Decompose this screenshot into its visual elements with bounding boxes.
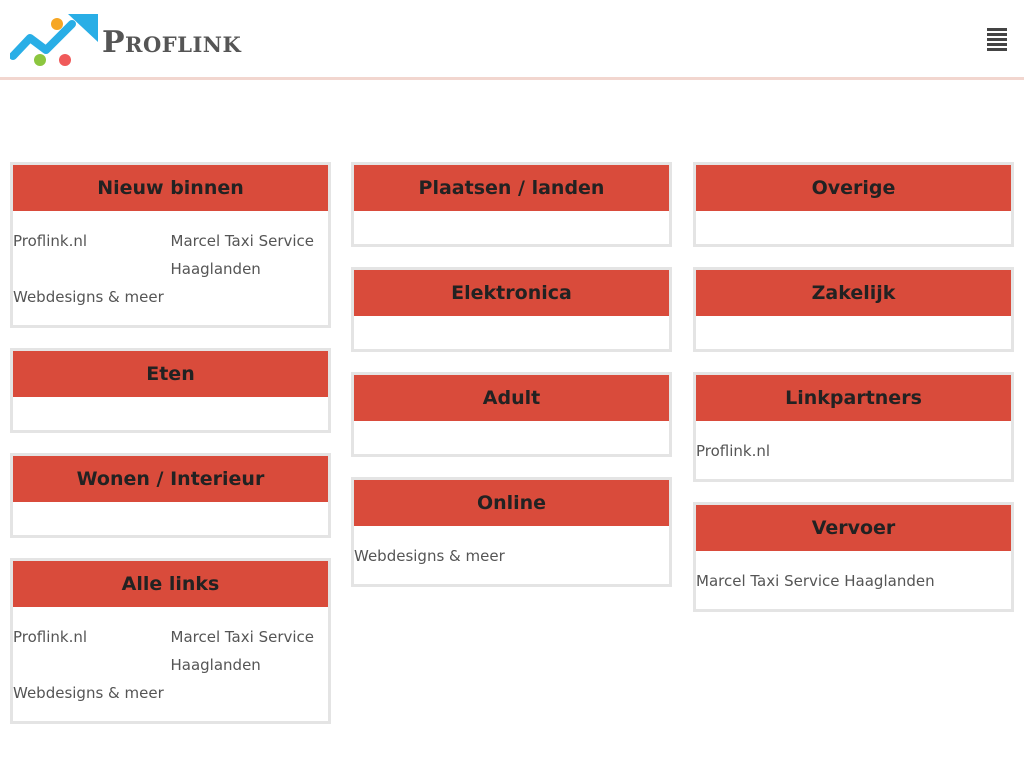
category-links [13, 211, 328, 325]
category-link[interactable]: Webdesigns & meer [354, 547, 505, 565]
category-link[interactable]: Webdesigns & meer [13, 684, 164, 702]
category-title: Wonen / Interieur [13, 456, 328, 502]
column-3 [693, 162, 1014, 632]
category-link[interactable]: Webdesigns & meer [13, 288, 164, 306]
site-header [0, 0, 1024, 80]
category-link[interactable]: Marcel Taxi Service Haaglanden [170, 628, 315, 674]
category-card [10, 558, 331, 724]
category-links [354, 526, 669, 584]
category-card [351, 162, 672, 247]
column-1 [10, 162, 331, 744]
category-title: Alle links [13, 561, 328, 607]
category-card [693, 162, 1014, 247]
category-title: Adult [354, 375, 669, 421]
hamburger-menu-icon[interactable] [987, 28, 1007, 50]
category-card [351, 477, 672, 587]
category-title: Elektronica [354, 270, 669, 316]
category-card [10, 348, 331, 433]
brand-name: Proflink [102, 24, 242, 60]
logo-link[interactable] [10, 12, 241, 68]
category-links [13, 607, 328, 721]
logo-icon [10, 12, 100, 68]
category-card [693, 267, 1014, 352]
category-title: Overige [696, 165, 1011, 211]
category-links [354, 421, 669, 454]
category-links [13, 397, 328, 430]
category-link[interactable]: Proflink.nl [13, 628, 88, 646]
category-link[interactable]: Marcel Taxi Service Haaglanden [696, 572, 935, 590]
category-card [351, 372, 672, 457]
column-2 [351, 162, 672, 607]
category-links [13, 502, 328, 535]
category-title: Plaatsen / landen [354, 165, 669, 211]
category-card [351, 267, 672, 352]
category-card [10, 453, 331, 538]
category-links [354, 211, 669, 244]
category-link[interactable]: Proflink.nl [696, 442, 771, 460]
category-title: Online [354, 480, 669, 526]
category-card [10, 162, 331, 328]
category-links [696, 316, 1011, 349]
category-link[interactable]: Proflink.nl [13, 232, 88, 250]
category-links [696, 211, 1011, 244]
category-card [693, 502, 1014, 612]
category-title: Linkpartners [696, 375, 1011, 421]
category-links [354, 316, 669, 349]
category-title: Nieuw binnen [13, 165, 328, 211]
category-link[interactable]: Marcel Taxi Service Haaglanden [170, 232, 315, 278]
category-title: Zakelijk [696, 270, 1011, 316]
category-title: Eten [13, 351, 328, 397]
category-links [696, 421, 1011, 479]
category-title: Vervoer [696, 505, 1011, 551]
category-card [693, 372, 1014, 482]
category-links [696, 551, 1011, 609]
